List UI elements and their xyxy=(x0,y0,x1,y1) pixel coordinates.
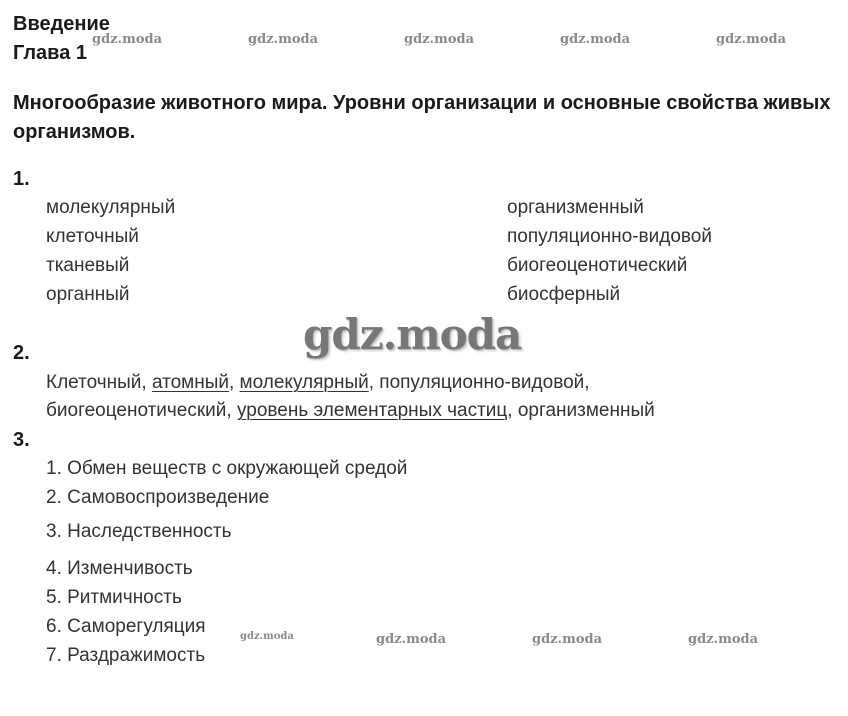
watermark-text: gdz.moda xyxy=(404,32,475,47)
underlined-answer: атомный xyxy=(151,372,229,393)
watermark-text: gdz.moda xyxy=(376,632,447,647)
answer-text: , организменный xyxy=(507,400,655,421)
property-item: 2. Самовоспроизведение xyxy=(46,487,270,508)
level-item: органный xyxy=(46,284,130,305)
answer-text: , xyxy=(228,372,240,393)
task-number: 1. xyxy=(13,168,30,190)
answer-text: , популяционно-видовой, xyxy=(368,372,590,393)
answer-text: биогеоценотический, xyxy=(46,400,237,421)
watermark-text: gdz.moda xyxy=(716,32,787,47)
underlined-answer: молекулярный xyxy=(239,372,369,393)
level-item: тканевый xyxy=(46,255,130,276)
watermark-text: gdz.moda xyxy=(532,632,603,647)
level-item: организменный xyxy=(507,197,644,218)
level-item: молекулярный xyxy=(46,197,176,218)
property-item: 6. Саморегуляция xyxy=(46,616,206,637)
task-number: 3. xyxy=(13,429,30,451)
task-number: 2. xyxy=(13,342,30,364)
watermark-text: gdz.moda xyxy=(92,32,163,47)
watermark-large: gdz.moda xyxy=(303,310,522,359)
section-title: Введение xyxy=(13,13,110,35)
answer-line xyxy=(46,400,655,422)
watermark-text: gdz.moda xyxy=(560,32,631,47)
level-item: биогеоценотический xyxy=(507,255,688,276)
property-item: 3. Наследственность xyxy=(46,521,232,542)
level-item: популяционно-видовой xyxy=(507,226,712,247)
chapter-title: Глава 1 xyxy=(13,42,88,64)
property-item: 7. Раздражимость xyxy=(46,645,206,666)
property-item: 5. Ритмичность xyxy=(46,587,182,608)
watermark-text: gdz.moda xyxy=(248,32,319,47)
topic-heading: Многообразие животного мира. Уровни организации и основные свойства живых организмов. xyxy=(13,92,831,143)
watermark-text: gdz.moda xyxy=(688,632,759,647)
answer-text: Клеточный, xyxy=(46,372,152,393)
watermark-text: gdz.moda xyxy=(240,631,294,642)
answer-line xyxy=(46,372,590,394)
property-item: 4. Изменчивость xyxy=(46,558,193,579)
property-item: 1. Обмен веществ с окружающей средой xyxy=(46,458,408,479)
underlined-answer: уровень элементарных частиц xyxy=(236,400,508,421)
level-item: биосферный xyxy=(507,284,621,305)
level-item: клеточный xyxy=(46,226,139,247)
